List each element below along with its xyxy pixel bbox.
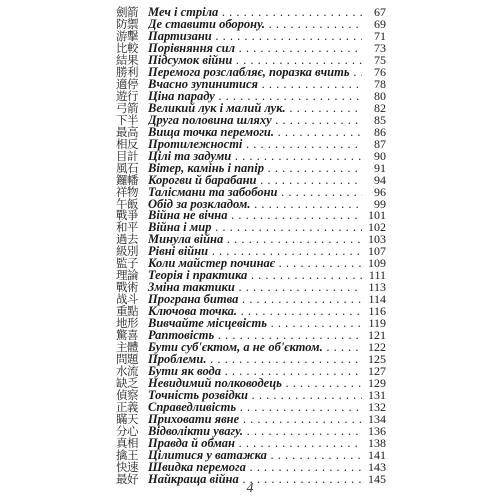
page-number: 4	[246, 481, 254, 496]
toc-entry-title: Обід за розкладом. . . .	[148, 197, 362, 212]
toc-page-number: 76	[374, 64, 386, 79]
toc-entry-title: Відволікти увагу. . . .	[148, 424, 362, 439]
toc-entry-title: Де ставити оборону. . . .	[148, 17, 362, 32]
toc-page-number: 67	[374, 5, 386, 19]
toc-chinese-characters: 分心	[116, 423, 138, 438]
toc-page-number: 141	[368, 447, 386, 462]
toc-page-number: 113	[368, 280, 386, 295]
toc-page-number: 87	[374, 136, 386, 151]
toc-page-number: 75	[374, 52, 386, 67]
toc-page-number: 129	[368, 376, 386, 391]
toc-page-number: 99	[374, 196, 386, 211]
toc-chinese-characters: 重點	[116, 304, 138, 319]
toc-entry-title: Ціна параду . . .	[148, 89, 362, 104]
toc-chinese-characters: 劍箭	[116, 5, 138, 19]
toc-chinese-characters: 瞞天	[116, 411, 138, 426]
toc-chinese-characters: 目計	[116, 148, 138, 163]
toc-entry-title: Проблеми. . . .	[148, 352, 362, 367]
toc-chinese-characters: 偵察	[116, 388, 138, 403]
toc-page-number: 138	[368, 435, 386, 450]
toc-entry-title: Справедливість . . .	[148, 400, 362, 415]
toc-page-number: 136	[368, 423, 386, 438]
toc-entry-title: Підсумок війни . . .	[148, 53, 362, 68]
toc-chinese-characters: 下半	[116, 112, 138, 127]
toc-chinese-characters: 戰爭	[116, 208, 138, 223]
toc-entry-title: Минула війна . . .	[148, 232, 362, 247]
toc-chinese-characters: 缺乏	[116, 376, 138, 391]
toc-chinese-characters: 最高	[116, 124, 138, 139]
toc-page-number: 69	[374, 16, 386, 31]
toc-chinese-characters: 祥物	[116, 184, 138, 199]
toc-chinese-characters: 鑼幡	[116, 172, 138, 187]
toc-entry-title: Великий лук і малий лук. . . .	[148, 101, 362, 116]
toc-entry-title: Зміна тактики . . .	[148, 280, 362, 295]
toc-page-number: 78	[374, 76, 386, 91]
toc-entry-title: Невидимий полководець . . .	[148, 376, 362, 391]
toc-page-number: 73	[374, 40, 386, 55]
toc-entry-title: Рівні війни . . .	[148, 244, 362, 259]
toc-page-number: 80	[374, 88, 386, 103]
toc-entry-title: Вчасно зупинитися . . .	[148, 77, 362, 92]
toc-entry-title: Раптовість . . .	[148, 328, 362, 343]
toc-entry-title: Бути суб'єктом, а не об'єктом. . . .	[148, 340, 362, 355]
toc-chinese-characters: 主體	[116, 340, 138, 355]
toc-page-number: 121	[368, 328, 386, 343]
toc-entry-title: Цілі та задуми . . .	[148, 149, 362, 164]
toc-chinese-characters: 級別	[116, 244, 138, 259]
toc-entry-title: Ключова точка. . . .	[148, 304, 362, 319]
toc-entry-title: Війна і мир . . .	[148, 220, 362, 235]
toc-entry-title: Теорія і практика . . .	[148, 268, 362, 283]
toc-page-number: 96	[374, 184, 386, 199]
toc-entry-title: Корогви й барабани . . .	[148, 173, 362, 188]
toc-page-number: 109	[368, 256, 386, 271]
toc-page-number: 127	[368, 364, 386, 379]
toc-entry-title: Війна не вічна . . .	[148, 208, 362, 223]
toc-entry-title: Талісмани та забобони . . .	[148, 185, 362, 200]
toc-chinese-characters: 問題	[116, 352, 138, 367]
toc-chinese-characters: 真相	[116, 435, 138, 450]
toc-page-number: 91	[374, 160, 386, 175]
toc-page-number: 145	[368, 471, 386, 486]
toc-chinese-characters: 防禦	[116, 16, 138, 31]
toc-chinese-characters: 擒王	[116, 447, 138, 462]
toc-entry-title: Цілитися у ватажка . . .	[148, 448, 362, 463]
toc-page-number: 82	[374, 100, 386, 115]
toc-chinese-characters: 快速	[116, 459, 138, 474]
toc-page-number: 122	[368, 340, 386, 355]
toc-chinese-characters: 戰術	[116, 280, 138, 295]
toc-chinese-characters: 風石	[116, 160, 138, 175]
toc-chinese-characters: 適停	[116, 76, 138, 91]
toc-page-number: 119	[368, 316, 386, 331]
toc-entry-title: Партизани . . .	[148, 29, 362, 44]
toc-entry-title: Приховати явне . . .	[148, 412, 362, 427]
toc-page-number: 102	[368, 220, 386, 235]
toc-page-number: 111	[368, 268, 386, 283]
toc-chinese-characters: 午飯	[116, 196, 138, 211]
toc-chinese-characters: 和平	[116, 220, 138, 235]
toc-entry-title: Точність розвідки . . .	[148, 388, 362, 403]
toc-entry-title: Вивчайте місцевість . . .	[148, 316, 362, 331]
toc-chinese-characters: 水流	[116, 364, 138, 379]
toc-page-number: 107	[368, 244, 386, 259]
toc-entry-title: Коли майстер починає . . .	[148, 256, 362, 271]
toc-page-number: 114	[368, 292, 386, 307]
toc-entry-title: Вітер, камінь і папір . . .	[148, 161, 362, 176]
toc-chinese-characters: 战斗	[116, 292, 138, 307]
toc-entry-title: Швидка перемога . . .	[148, 460, 362, 475]
toc-page-number: 125	[368, 352, 386, 367]
toc-chinese-characters: 驚喜	[116, 328, 138, 343]
toc-chinese-characters: 結果	[116, 52, 138, 67]
toc-page-number: 90	[374, 148, 386, 163]
toc-chinese-characters: 正義	[116, 400, 138, 414]
toc-chinese-characters: 弓箭	[116, 100, 138, 115]
toc-chinese-characters: 勝利	[116, 64, 138, 79]
toc-chinese-characters: 理論	[116, 268, 138, 283]
toc-page-number: 116	[368, 304, 386, 319]
toc-chinese-characters: 監子	[116, 256, 138, 271]
toc-page-number: 131	[368, 388, 386, 403]
toc-page-number: 143	[368, 459, 386, 474]
toc-chinese-characters: 遊行	[116, 88, 138, 103]
toc-entry-title: Протилежності . . .	[148, 137, 362, 152]
toc-page-number: 101	[368, 208, 386, 223]
toc-entry-title: Вища точка перемоги. . . .	[148, 125, 362, 140]
toc-page-number: 132	[368, 400, 386, 414]
toc-chinese-characters: 過去	[116, 232, 138, 247]
toc-entry-title: Бути як вода . . .	[148, 364, 362, 379]
toc-chinese-characters: 最好	[116, 471, 138, 486]
toc-entry-title: Правда й обман . . .	[148, 436, 362, 451]
toc-entry-title: Друга половина шляху . . .	[148, 113, 362, 128]
toc-entry-title: Найкраща війна . . .	[148, 472, 362, 487]
toc-page-number: 86	[374, 124, 386, 139]
toc-entry-title: Порівняння сил . . .	[148, 41, 362, 56]
toc-chinese-characters: 相反	[116, 136, 138, 151]
toc-page-number: 94	[374, 172, 386, 187]
toc-chinese-characters: 地形	[116, 316, 138, 331]
toc-page-number: 71	[374, 28, 386, 43]
toc-page-number: 103	[368, 232, 386, 247]
toc-page-number: 134	[368, 411, 386, 426]
toc-entry-title: Програна битва . . .	[148, 292, 362, 307]
toc-page-number: 85	[374, 112, 386, 127]
toc-entry-title: Меч і стріла . . .	[148, 5, 362, 20]
toc-entry-title: Перемога розслабляє, поразка вчить . . .	[148, 65, 362, 80]
toc-chinese-characters: 比較	[116, 40, 138, 55]
toc-chinese-characters: 游擊	[116, 28, 138, 43]
